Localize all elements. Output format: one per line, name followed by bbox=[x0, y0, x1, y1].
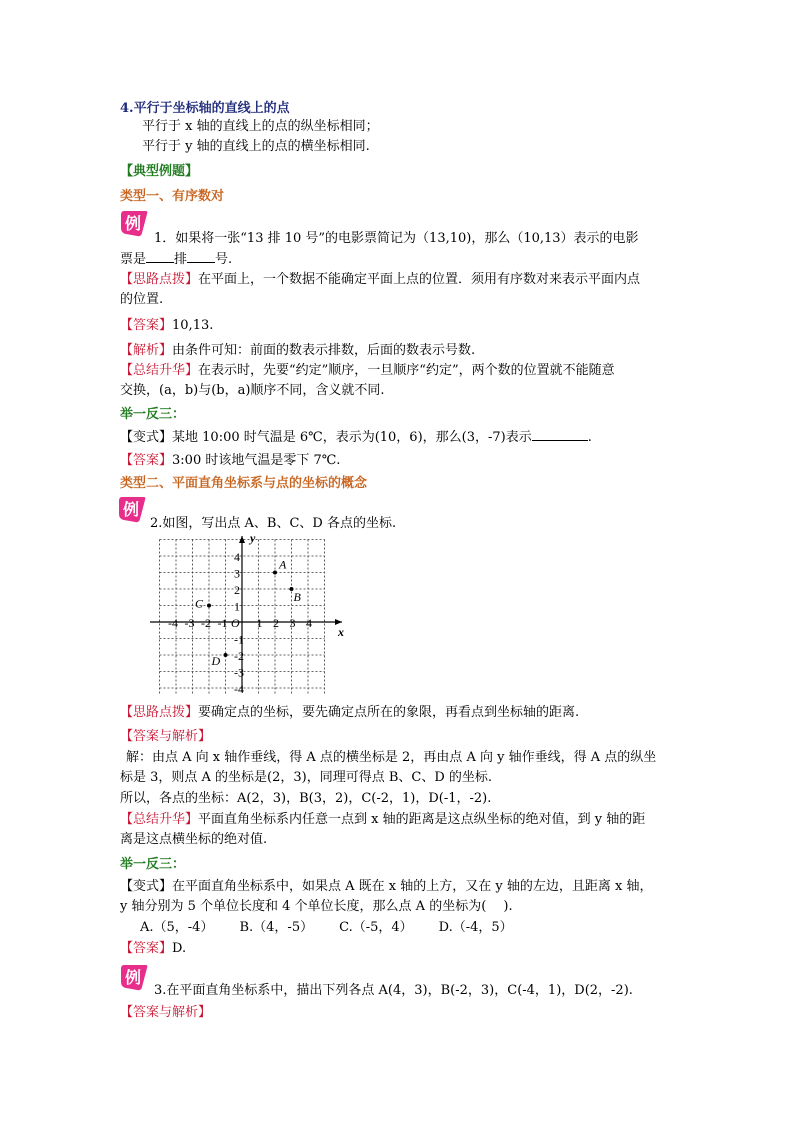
example-badge-icon bbox=[118, 961, 150, 993]
x-tick-label: 2 bbox=[273, 616, 279, 630]
option-d: D.（-4，5） bbox=[438, 920, 513, 935]
y-tick-label: -1 bbox=[234, 632, 244, 647]
practice-heading: 举一反三： bbox=[120, 407, 186, 422]
y-tick-label: -4 bbox=[234, 682, 244, 694]
answer-analysis-tag: 【答案与解析】 bbox=[120, 729, 212, 744]
variant-line: 【变式】某地 10:00 时气温是 6℃，表示为(10，6)，那么(3，-7)表示 . bbox=[120, 430, 592, 445]
y-tick-label: -2 bbox=[234, 649, 244, 663]
points bbox=[195, 558, 302, 669]
variant-line: 【变式】在平面直角坐标系中，如果点 A 既在 x 轴的上方，又在 y 轴的左边，且距离 x 轴， bbox=[120, 879, 653, 894]
hint-line: 【思路点拨】要确定点的坐标，要先确定点所在的象限，再看点到坐标轴的距离. bbox=[120, 705, 580, 720]
variant-line: y 轴分别为 5 个单位长度和 4 个单位长度，那么点 A 的坐标为( ). bbox=[120, 899, 513, 914]
blank bbox=[532, 428, 588, 441]
x-tick-label: -3 bbox=[184, 616, 195, 630]
option-c: C.（-5，4） bbox=[339, 920, 413, 935]
example-3-question: 3.在平面直角坐标系中，描出下列各点 A(4，3)，B(-2，3)，C(-4，1)，D(2，-2). bbox=[154, 983, 633, 998]
svg-text:例: 例 bbox=[124, 214, 142, 233]
hint-line: 的位置. bbox=[120, 292, 164, 307]
explanation-line: 【解析】由条件可知：前面的数表示排数，后面的数表示号数. bbox=[120, 343, 476, 358]
x-tick-label: -1 bbox=[217, 616, 228, 630]
option-a: A.（5，-4） bbox=[140, 920, 214, 935]
y-axis-label: y bbox=[250, 532, 256, 545]
x-tick-label: 3 bbox=[289, 616, 296, 630]
y-tick-label: 4 bbox=[234, 550, 240, 564]
x-tick-label: 4 bbox=[306, 616, 312, 630]
solution-line: 所以，各点的坐标：A(2，3)，B(3，2)，C(-2，1)，D(-1，-2). bbox=[120, 791, 492, 806]
y-tick-label: 2 bbox=[234, 583, 240, 597]
summary-line: 交换，(a，b)与(b，a)顺序不同，含义就不同. bbox=[120, 383, 385, 398]
point-label-b: B bbox=[293, 590, 301, 604]
x-tick-label: 1 bbox=[256, 616, 263, 630]
coordinate-grid bbox=[146, 532, 350, 694]
blank bbox=[146, 250, 174, 263]
answer-analysis-tag: 【答案与解析】 bbox=[120, 1005, 212, 1020]
summary-line: 【总结升华】在表示时，先要“约定”顺序，一旦顺序“约定”，两个数的位置就不能随意 bbox=[120, 363, 615, 378]
summary-line: 离是这点横坐标的绝对值. bbox=[120, 832, 268, 847]
solution-line: 标是 3，则点 A 的坐标是(2，3)，同理可得点 B、C、D 的坐标. bbox=[120, 770, 493, 785]
typical-examples-heading: 【典型例题】 bbox=[120, 164, 199, 179]
point-d bbox=[224, 653, 228, 657]
solution-line: 解：由点 A 向 x 轴作垂线，得 A 点的横坐标是 2，再由点 A 向 y 轴作垂线，得 A 点的纵坐 bbox=[126, 750, 657, 765]
example-badge-icon bbox=[116, 493, 148, 525]
point-label-a: A bbox=[279, 557, 287, 572]
origin-label: O bbox=[231, 616, 240, 630]
y-tick-label: 3 bbox=[234, 566, 240, 581]
point-label-c: C bbox=[195, 596, 204, 611]
x-tick-label: -2 bbox=[201, 616, 211, 630]
summary-line: 【总结升华】平面直角坐标系内任意一点到 x 轴的距离是这点纵坐标的绝对值，到 y 轴的距 bbox=[120, 812, 646, 827]
x-axis-label: x bbox=[338, 625, 344, 639]
practice-heading: 举一反三： bbox=[120, 857, 186, 872]
point-label-d: D bbox=[211, 654, 221, 668]
example-2-question: 2.如图，写出点 A、B、C、D 各点的坐标. bbox=[150, 516, 397, 531]
example-1-question: 1．如果将一张“13 排 10 号”的电影票简记为（13,10)，那么（10,13）表示的电影 bbox=[154, 231, 639, 246]
type-two-heading: 类型二、平面直角坐标系与点的坐标的概念 bbox=[120, 476, 368, 491]
answer-line: 【答案】3:00 时该地气温是零下 7℃. bbox=[120, 453, 341, 468]
paragraph: 平行于 x 轴的直线上的点的纵坐标相同； bbox=[142, 119, 379, 134]
answer-line: 【答案】D. bbox=[120, 941, 187, 956]
svg-text:例: 例 bbox=[122, 500, 140, 519]
svg-text:例: 例 bbox=[124, 968, 142, 987]
answer-line: 【答案】10,13. bbox=[120, 318, 214, 333]
y-tick-label: 1 bbox=[234, 599, 240, 614]
point-a bbox=[273, 571, 277, 575]
example-1-question-cont: 票是 排 号. bbox=[120, 252, 233, 267]
y-tick-label: -3 bbox=[234, 665, 244, 680]
blank bbox=[187, 250, 215, 263]
axes bbox=[150, 532, 344, 692]
type-one-heading: 类型一、有序数对 bbox=[120, 189, 225, 204]
option-b: B.（4，-5） bbox=[239, 920, 314, 935]
point-c bbox=[207, 604, 211, 608]
section-heading-4: 4.平行于坐标轴的直线上的点 bbox=[120, 101, 290, 116]
example-badge-icon bbox=[118, 207, 150, 239]
options-row bbox=[140, 919, 513, 937]
x-tick-label: -4 bbox=[168, 616, 178, 630]
hint-line: 【思路点拨】在平面上，一个数据不能确定平面上点的位置．须用有序数对来表示平面内点 bbox=[120, 272, 641, 287]
paragraph: 平行于 y 轴的直线上的点的横坐标相同. bbox=[142, 139, 370, 154]
